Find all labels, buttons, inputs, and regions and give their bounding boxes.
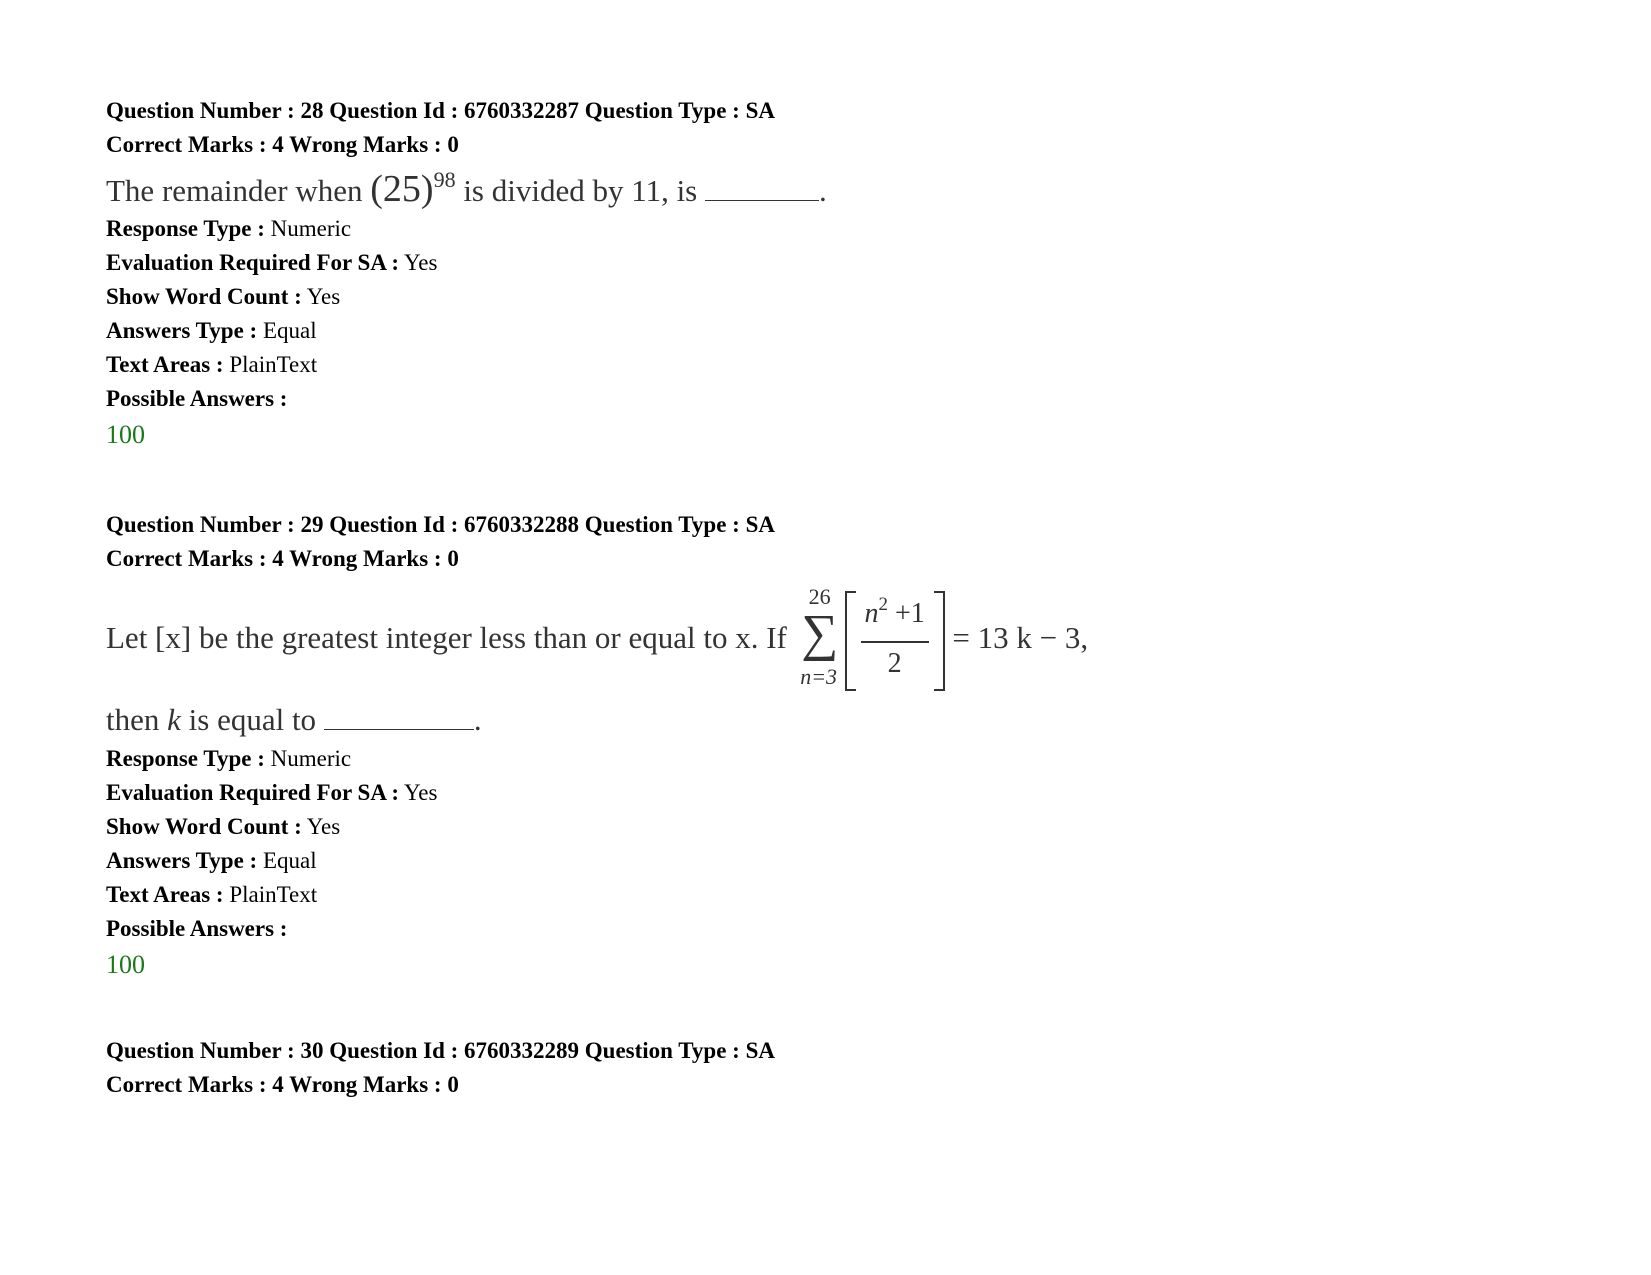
question-marks: Correct Marks : 4 Wrong Marks : 0 <box>106 132 459 157</box>
question-28 <box>106 94 1506 454</box>
fraction-denominator: 2 <box>887 647 902 679</box>
question-header: Question Number : 28 Question Id : 6760332287 Question Type : SA <box>106 98 775 123</box>
possible-answer-value: 100 <box>106 950 145 979</box>
text-areas-row: Text Areas : PlainText <box>106 352 318 377</box>
question-text-post: = 13 k − 3, <box>952 620 1089 655</box>
question-marks: Correct Marks : 4 Wrong Marks : 0 <box>106 546 459 571</box>
summation <box>795 583 845 696</box>
question-marks: Correct Marks : 4 Wrong Marks : 0 <box>106 1072 459 1097</box>
word-count-row: Show Word Count : Yes <box>106 814 341 839</box>
answers-type-row: Answers Type : Equal <box>106 318 317 343</box>
possible-answer-value: 100 <box>106 420 145 449</box>
question-header: Question Number : 29 Question Id : 6760332288 Question Type : SA <box>106 512 775 537</box>
question-exponent: 98 <box>433 167 456 192</box>
question-header: Question Number : 30 Question Id : 6760332289 Question Type : SA <box>106 1038 775 1063</box>
question-29 <box>106 508 1506 984</box>
variable-k: k <box>167 702 181 737</box>
answer-blank <box>705 176 819 201</box>
eval-required-row: Evaluation Required For SA : Yes <box>106 780 438 805</box>
response-type-row: Response Type : Numeric <box>106 746 352 771</box>
possible-answers-label: Possible Answers : <box>106 916 288 941</box>
question-text <box>106 578 1506 698</box>
question-30 <box>106 1034 1506 1102</box>
answer-blank <box>324 705 474 730</box>
word-count-row: Show Word Count : Yes <box>106 284 341 309</box>
floor-bracket <box>845 591 945 691</box>
question-text-post: is divided by 11, is <box>455 173 706 208</box>
sum-upper-limit: 26 <box>808 583 831 609</box>
possible-answers-label: Possible Answers : <box>106 386 288 411</box>
question-text-pre: Let [x] be the greatest integer less than or equal to x. If <box>106 620 787 655</box>
question-text-line2: then k is equal to . <box>106 702 482 737</box>
sum-lower-limit: n=3 <box>800 663 838 689</box>
fraction-numerator: $n^2 +1$ <box>864 593 925 629</box>
question-base: (25) <box>370 168 434 210</box>
question-text: The remainder when $(25)^{98}$ is divided by 11, is . <box>106 167 827 210</box>
response-type-row: Response Type : Numeric <box>106 216 352 241</box>
eval-required-row: Evaluation Required For SA : Yes <box>106 250 438 275</box>
text-areas-row: Text Areas : PlainText <box>106 882 318 907</box>
fraction-bar <box>861 641 929 643</box>
sigma-symbol: ∑ <box>801 604 839 662</box>
answers-type-row: Answers Type : Equal <box>106 848 317 873</box>
question-text-pre: The remainder when <box>106 173 371 208</box>
